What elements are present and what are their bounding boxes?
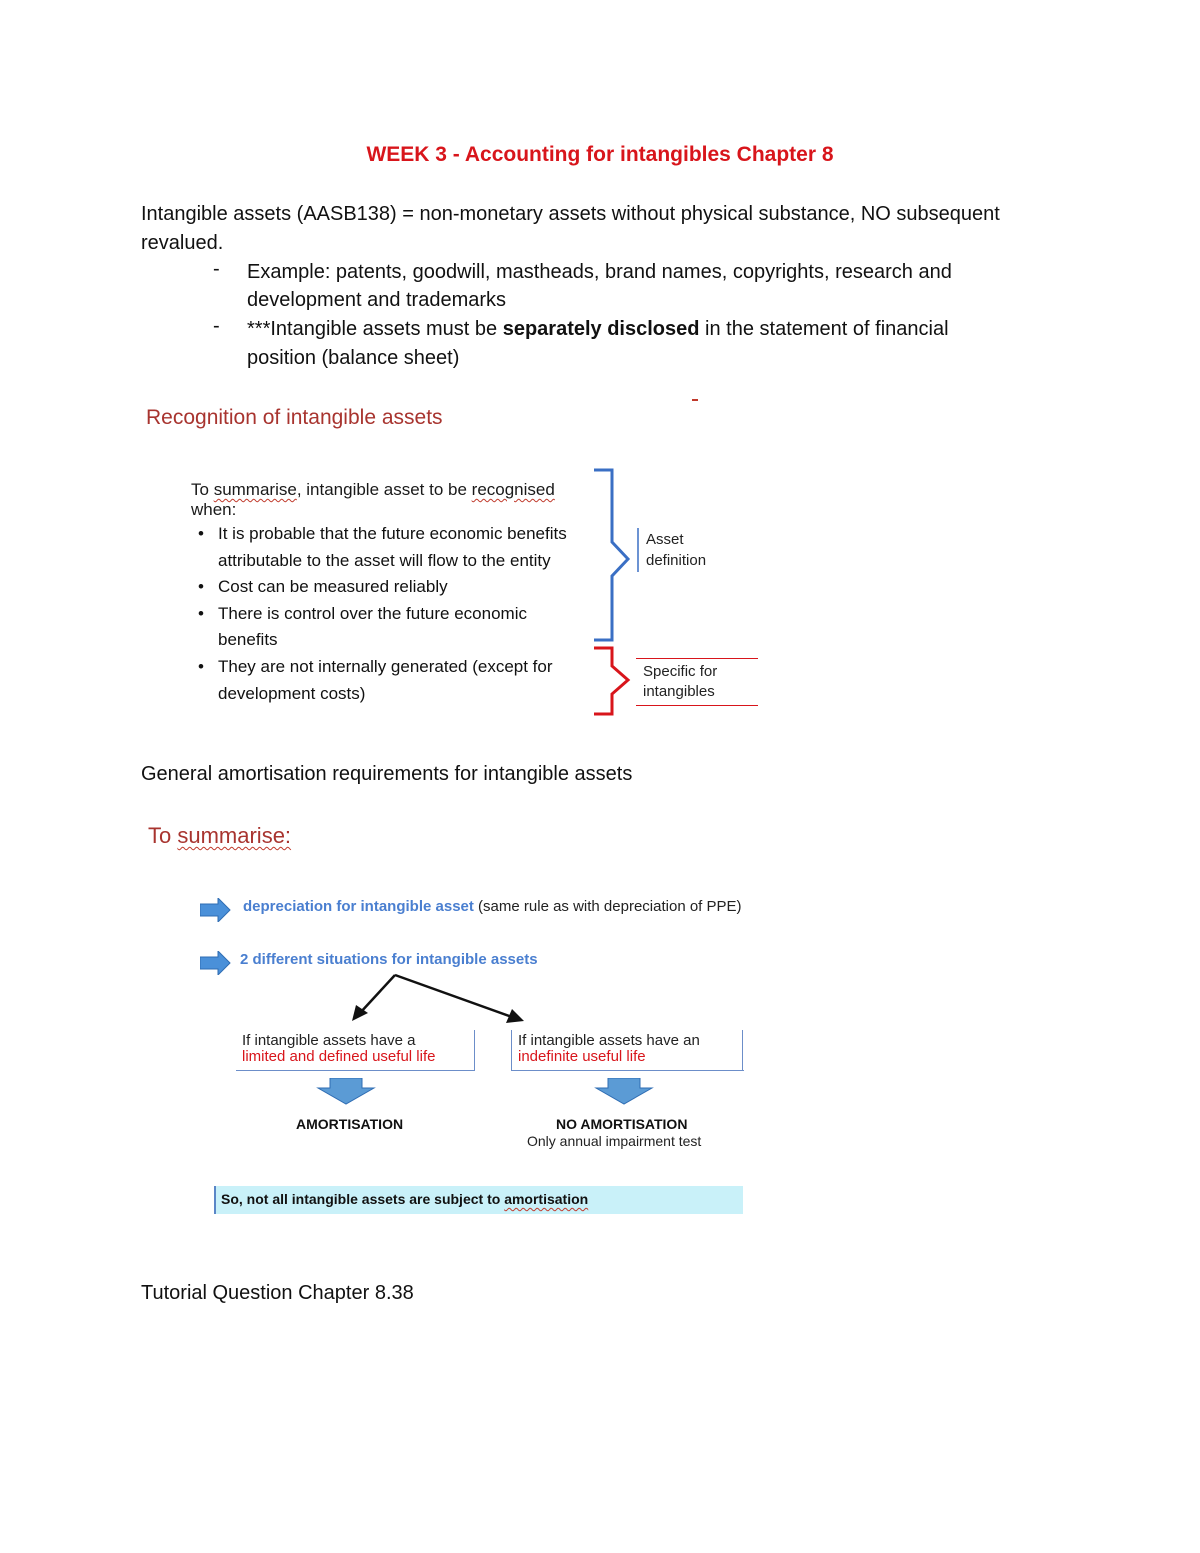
note-amortisation-word: amortisation (504, 1191, 589, 1207)
blue-brace (594, 470, 628, 640)
limited-life-line-2: limited and defined useful life (242, 1048, 436, 1065)
brace-graphics (590, 466, 650, 722)
disclosure-bold: separately disclosed (502, 318, 700, 340)
branch-right-line (395, 975, 512, 1017)
recognition-criterion-1a: It is probable that the future economic benefits (218, 524, 567, 543)
recognition-criterion-3a: There is control over the future economic (218, 604, 527, 623)
specific-label-bottom-rule (636, 705, 758, 706)
recognition-criterion-1b: attributable to the asset will flow to the entity (218, 551, 551, 570)
bullet-dash: - (213, 315, 220, 337)
indefinite-life-line-1: If intangible assets have an (518, 1032, 700, 1049)
branch-left-line (360, 975, 395, 1013)
impairment-test-note: Only annual impairment test (527, 1133, 702, 1149)
tutorial-question-heading: Tutorial Question Chapter 8.38 (141, 1282, 414, 1304)
asset-definition-label-2: definition (646, 552, 707, 569)
summary-word: summarise (213, 480, 297, 499)
down-arrow-icon (316, 1078, 376, 1106)
disclosure-line-1 (247, 315, 949, 344)
to-prefix: To (148, 823, 178, 848)
summary-prefix: To (191, 480, 214, 499)
amortisation-result: AMORTISATION (296, 1116, 404, 1132)
summary-mid: , intangible asset to be (296, 480, 472, 499)
asset-definition-label-1: Asset (646, 531, 684, 548)
limited-life-line-1: If intangible assets have a (242, 1032, 416, 1049)
intro-line-2: revalued. (141, 232, 224, 254)
bullet-dot: • (198, 604, 204, 623)
bullet-dot: • (198, 577, 204, 596)
indefinite-life-line-2: indefinite useful life (518, 1048, 646, 1065)
bullet-dash: - (213, 258, 220, 280)
recognition-criterion-2: Cost can be measured reliably (218, 577, 448, 596)
specific-label-top-rule (636, 658, 758, 659)
indefinite-box-right-edge (742, 1030, 743, 1071)
depreciation-point-highlight: depreciation for intangible asset (243, 898, 474, 915)
branch-arrows (340, 965, 540, 1025)
right-arrow-icon (200, 898, 232, 922)
recognition-summary-line-1 (191, 480, 555, 500)
recognition-criterion-4b: development costs) (218, 684, 366, 703)
specific-intangibles-label-2: intangibles (643, 683, 715, 700)
right-arrow-icon (200, 951, 232, 975)
intro-line-1: Intangible assets (AASB138) = non-monetary assets without physical substance, NO subsequent (141, 203, 1000, 225)
note-text-before: So, not all intangible assets are subject to (221, 1191, 505, 1207)
recognition-heading: Recognition of intangible assets (146, 406, 443, 429)
bullet-dot: • (198, 657, 204, 676)
recognised-word: recognised (471, 480, 555, 499)
disclosure-text-after: in the statement of financial (699, 318, 949, 340)
amortisation-heading: General amortisation requirements for intangible assets (141, 763, 633, 785)
example-line-1: Example: patents, goodwill, mastheads, brand names, copyrights, research and (247, 261, 952, 283)
disclosure-text-before: ***Intangible assets must be (247, 318, 503, 340)
page-title: WEEK 3 - Accounting for intangibles Chapter 8 (366, 143, 834, 166)
recognition-criterion-4a: They are not internally generated (except for (218, 657, 553, 676)
example-line-2: development and trademarks (247, 289, 507, 311)
stray-mark (692, 399, 698, 401)
two-situations-point: 2 different situations for intangible assets (240, 951, 538, 968)
recognition-criterion-3b: benefits (218, 630, 278, 649)
red-brace (594, 648, 628, 714)
summary-note-text (221, 1191, 588, 1207)
to-summarise-heading (148, 823, 291, 849)
no-amortisation-result: NO AMORTISATION (556, 1116, 688, 1132)
depreciation-point (243, 898, 742, 915)
depreciation-point-rest: (same rule as with depreciation of PPE) (473, 898, 742, 915)
summarise-word: summarise: (177, 823, 292, 848)
disclosure-line-2: position (balance sheet) (247, 347, 460, 369)
down-arrow-icon (594, 1078, 654, 1106)
recognition-summary-line-2: when: (191, 500, 237, 519)
specific-intangibles-label-1: Specific for (643, 663, 718, 680)
bullet-dot: • (198, 524, 204, 543)
